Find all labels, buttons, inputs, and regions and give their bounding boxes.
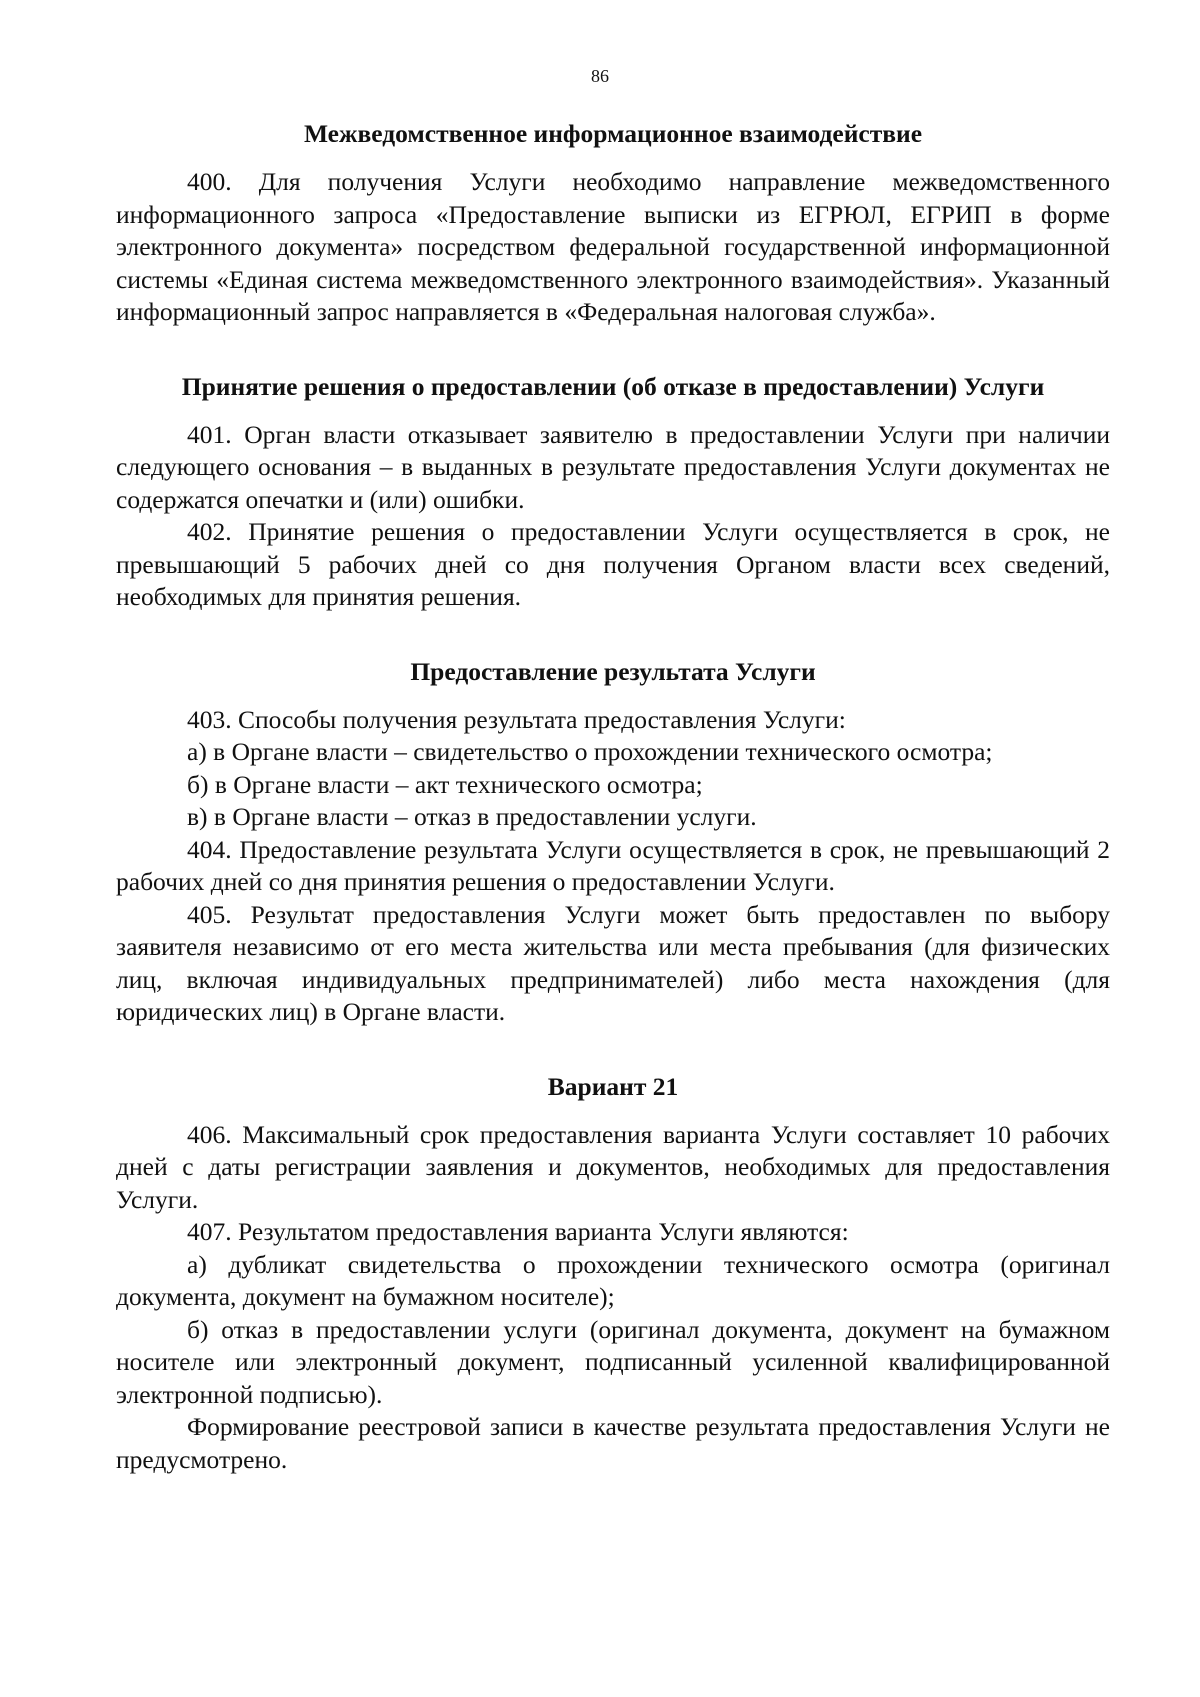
- paragraph-403-c: в) в Органе власти – отказ в предоставлении услуги.: [187, 802, 757, 831]
- heading-variant-21: Вариант 21: [547, 1071, 679, 1101]
- heading-interagency-interaction: Межведомственное информационное взаимодействие: [303, 119, 923, 148]
- heading-decision: Принятие решения о предоставлении (об отказе в предоставлении) Услуги: [181, 371, 1045, 401]
- paragraph-404: 404. Предоставление результата Услуги осуществляется в срок, не превышающий 2 рабочих дней со дня принятия решения о предоставлении Услуги.: [116, 834, 1110, 896]
- paragraph-405: 405. Результат предоставления Услуги может быть предоставлен по выбору заявителя независимо от его места жительства или места пребывания (для физических лиц, включая индивидуальных предпринимателей) либо места нахождения (для юридических лиц) в Органе власти.: [116, 899, 1110, 1026]
- paragraph-407: 407. Результатом предоставления варианта Услуги являются:: [187, 1217, 849, 1246]
- paragraph-403-b: б) в Органе власти – акт технического осмотра;: [187, 769, 703, 799]
- page-number: 86: [591, 66, 609, 86]
- paragraph-403-a: а) в Органе власти – свидетельство о прохождении технического осмотра;: [187, 737, 993, 766]
- paragraph-406: 406. Максимальный срок предоставления варианта Услуги составляет 10 рабочих дней с даты регистрации заявления и документов, необходимых для предоставления Услуги.: [116, 1119, 1110, 1214]
- paragraph-registry-record: Формирование реестровой записи в качестве результата предоставления Услуги не предусмотрено.: [116, 1412, 1110, 1474]
- paragraph-407-a: а) дубликат свидетельства о прохождении технического осмотра (оригинал документа, документ на бумажном носителе);: [116, 1249, 1110, 1311]
- paragraph-403: 403. Способы получения результата предоставления Услуги:: [187, 704, 846, 734]
- heading-result-provision: Предоставление результата Услуги: [410, 656, 816, 686]
- paragraph-401: 401. Орган власти отказывает заявителю в предоставлении Услуги при наличии следующего основания – в выданных в результате предоставления Услуги документах не содержатся опечатки и (или) ошибки.: [116, 419, 1110, 514]
- paragraph-400: 400. Для получения Услуги необходимо направление межведомственного информационного запроса «Предоставление выписки из ЕГРЮЛ, ЕГРИП в форме электронного документа» посредством федеральной государственной информационной системы «Единая система межведомственного электронного взаимодействия». Указанный информационный запрос направляется в «Федеральная налоговая служба».: [116, 167, 1110, 326]
- document-body: [116, 118, 1110, 1476]
- paragraph-407-b: б) отказ в предоставлении услуги (оригинал документа, документ на бумажном носителе или электронный документ, подписанный усиленной квалифицированной электронной подписью).: [116, 1314, 1110, 1409]
- paragraph-402: 402. Принятие решения о предоставлении Услуги осуществляется в срок, не превышающий 5 рабочих дней со дня получения Органом власти всех сведений, необходимых для принятия решения.: [116, 517, 1110, 611]
